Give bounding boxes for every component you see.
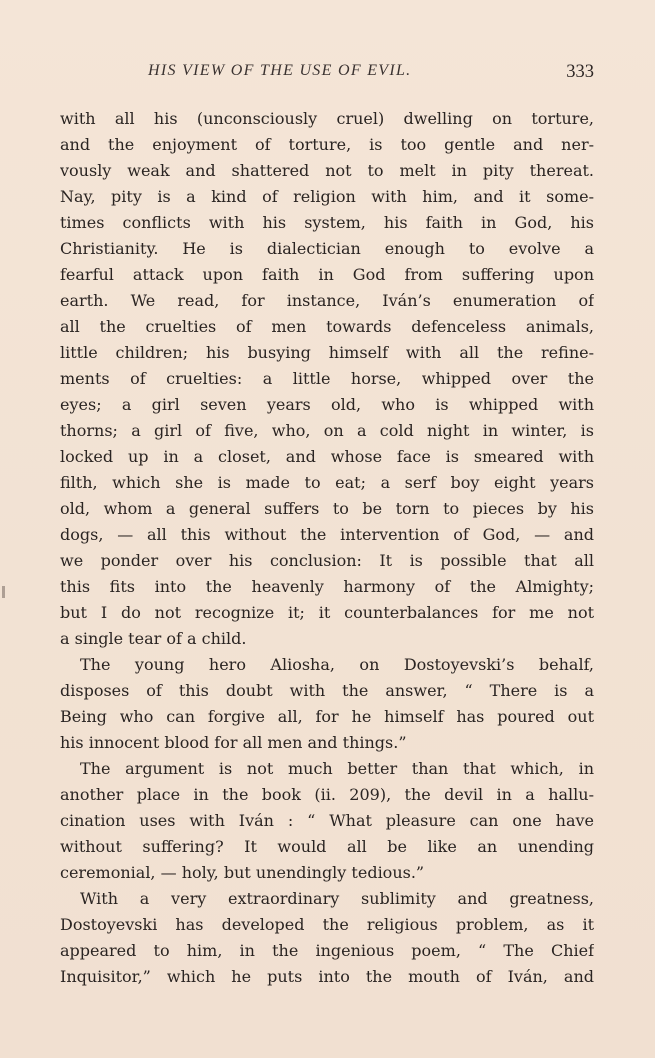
text-line: with all his (unconsciously cruel) dwelling on torture,	[60, 109, 594, 128]
page-number: 333	[566, 62, 594, 82]
text-line: Nay, pity is a kind of religion with him, and it some-	[60, 187, 594, 206]
paragraph-end-line: a single tear of a child.	[60, 629, 247, 648]
text-line: another place in the book (ii. 209), the devil in a hallu-	[60, 785, 594, 804]
text-line: appeared to him, in the ingenious poem, “ The Chief	[60, 941, 594, 960]
paragraph-start-line: The argument is not much better than that which, in	[80, 759, 594, 778]
text-line: disposes of this doubt with the answer, “ There is a	[60, 681, 594, 700]
paragraph-end-line: ceremonial, — holy, but unendingly tedious.”	[60, 863, 425, 882]
text-line: earth. We read, for instance, Iván’s enumeration of	[60, 291, 594, 310]
text-line: cination uses with Iván : “ What pleasure can one have	[60, 811, 594, 830]
text-line: and the enjoyment of torture, is too gentle and ner-	[60, 135, 594, 154]
text-line: Dostoyevski has developed the religious problem, as it	[60, 915, 594, 934]
text-line: all the cruelties of men towards defenceless animals,	[60, 317, 594, 336]
text-line: dogs, — all this without the intervention of God, — and	[60, 525, 594, 544]
text-line: we ponder over his conclusion: It is possible that all	[60, 551, 594, 570]
text-line: eyes; a girl seven years old, who is whipped with	[60, 395, 594, 414]
text-line: filth, which she is made to eat; a serf boy eight years	[60, 473, 594, 492]
text-line: times conflicts with his system, his faith in God, his	[60, 213, 594, 232]
text-line: old, whom a general suffers to be torn to pieces by his	[60, 499, 594, 518]
body-text	[60, 106, 594, 990]
text-line: but I do not recognize it; it counterbalances for me not	[60, 603, 594, 622]
running-title: HIS VIEW OF THE USE OF EVIL.	[148, 62, 412, 79]
text-line: little children; his busying himself with all the refine-	[60, 343, 594, 362]
text-line: Inquisitor,” which he puts into the mouth of Iván, and	[60, 967, 594, 986]
paragraph-end-line: his innocent blood for all men and things.”	[60, 733, 407, 752]
paragraph-start-line: With a very extraordinary sublimity and greatness,	[80, 889, 594, 908]
text-line: vously weak and shattered not to melt in pity thereat.	[60, 161, 594, 180]
text-line: this fits into the heavenly harmony of the Almighty;	[60, 577, 594, 596]
paragraph-start-line: The young hero Aliosha, on Dostoyevski’s behalf,	[80, 655, 594, 674]
text-line: thorns; a girl of five, who, on a cold night in winter, is	[60, 421, 594, 440]
page-edge-mark	[2, 586, 5, 598]
text-line: Being who can forgive all, for he himself has poured out	[60, 707, 594, 726]
text-line: fearful attack upon faith in God from suffering upon	[60, 265, 594, 284]
text-line: ments of cruelties: a little horse, whipped over the	[60, 369, 594, 388]
text-line: locked up in a closet, and whose face is smeared with	[60, 447, 594, 466]
text-line: without suffering? It would all be like an unending	[60, 837, 594, 856]
running-head	[60, 62, 594, 84]
text-line: Christianity. He is dialectician enough to evolve a	[60, 239, 594, 258]
